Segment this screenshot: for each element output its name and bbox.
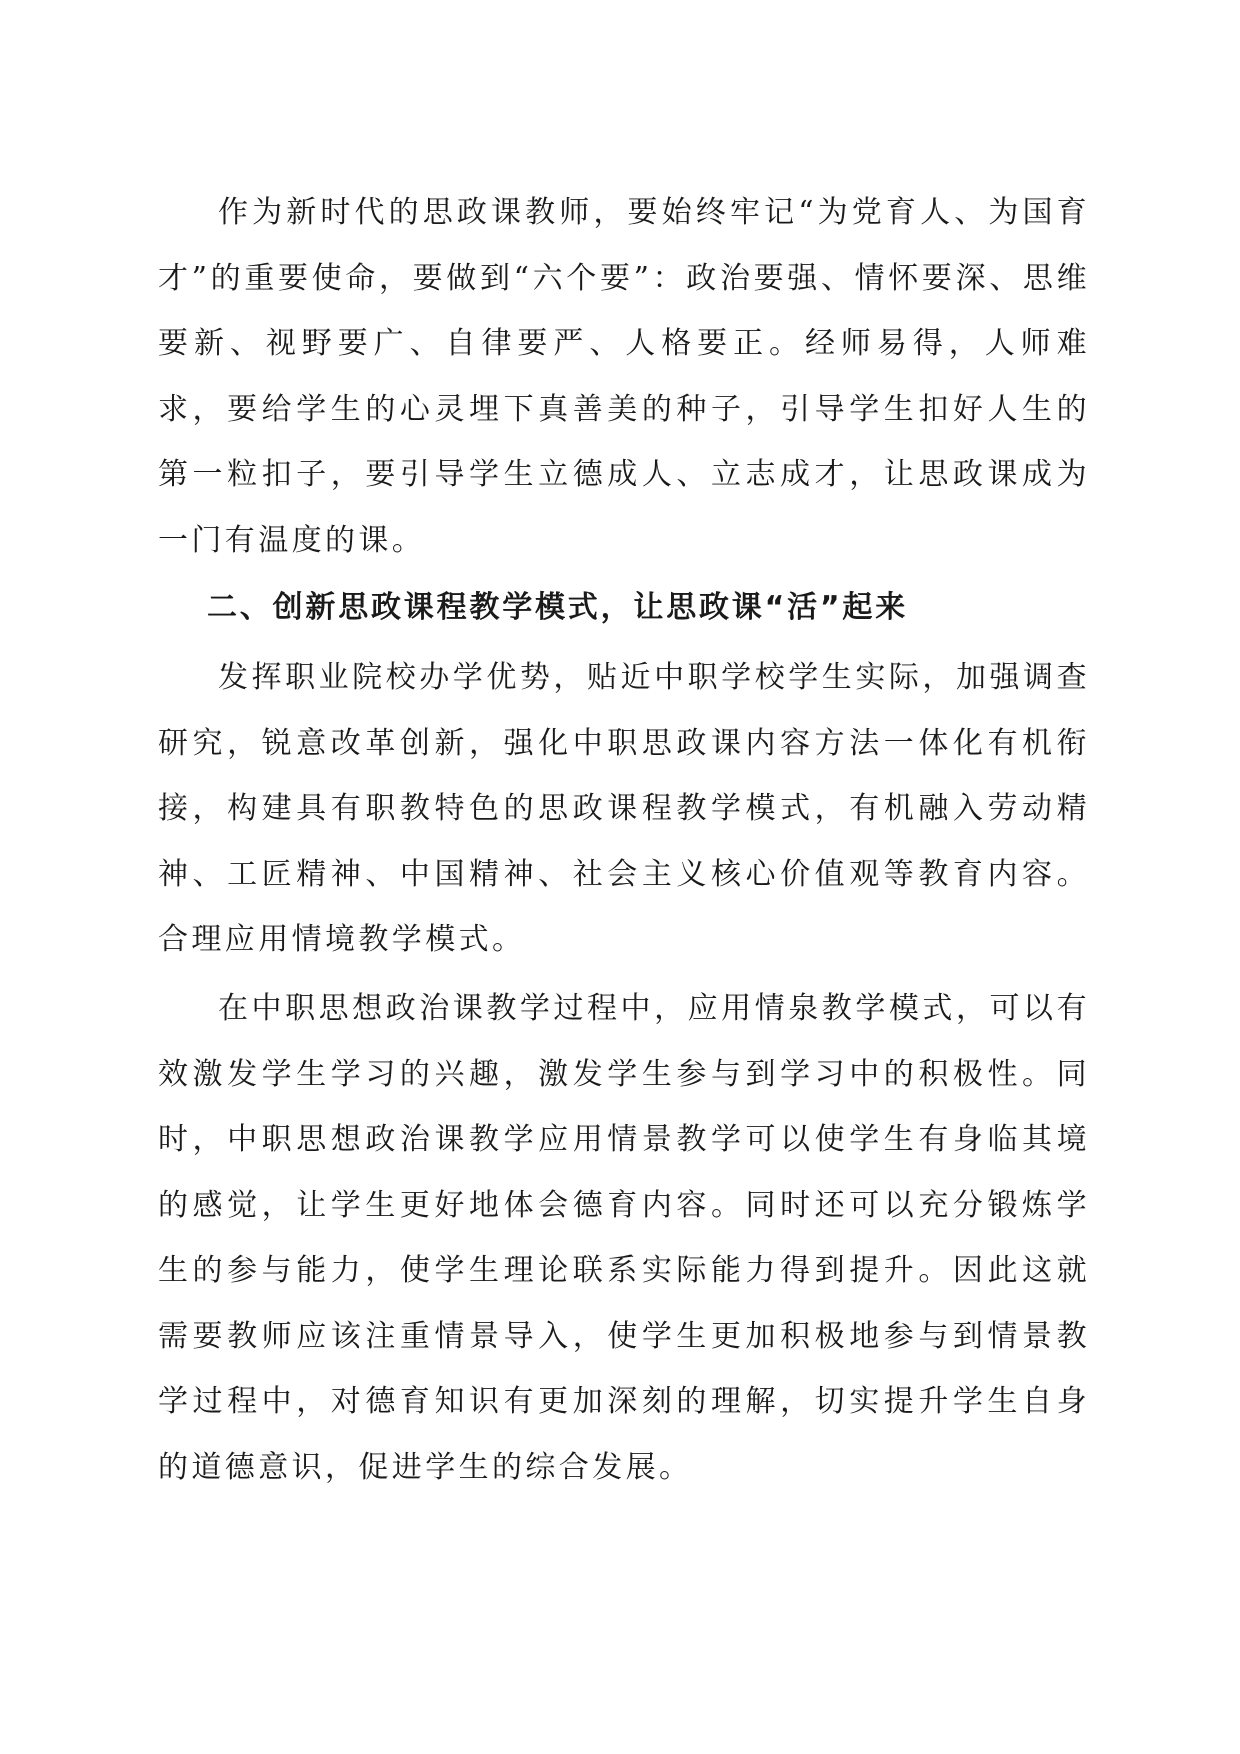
paragraph-teacher-mission: 作为新时代的思政课教师，要始终牢记“为党育人、为国育才”的重要使命，要做到“六个要”：政治要强、情怀要深、思维要新、视野要广、自律要严、人格要正。经师易得，人师难求，要给学生的心灵埋下真善美的种子，引导学生扣好人生的第一粒扣子，要引导学生立德成人、立志成才，让思政课成为一门有温度的课。 xyxy=(158,195,1090,558)
paragraph-teaching-model: 发挥职业院校办学优势，贴近中职学校学生实际，加强调查研究，锐意改革创新，强化中职思政课内容方法一体化有机衔接，构建具有职教特色的思政课程教学模式，有机融入劳动精神、工匠精神、中国精神、社会主义核心价值观等教育内容。合理应用情境教学模式。 xyxy=(158,660,1090,957)
paragraph-situational-teaching: 在中职思想政治课教学过程中，应用情泉教学模式，可以有效激发学生学习的兴趣，激发学生参与到学习中的积极性。同时，中职思想政治课教学应用情景教学可以使学生有身临其境的感觉，让学生更好地体会德育内容。同时还可以充分锻炼学生的参与能力，使学生理论联系实际能力得到提升。因此这就需要教师应该注重情景导入，使学生更加积极地参与到情景教学过程中，对德育知识有更加深刻的理解，切实提升学生自身的道德意识，促进学生的综合发展。 xyxy=(158,991,1090,1485)
section-heading: 二、创新思政课程教学模式，让思政课“活”起来 xyxy=(207,590,909,625)
document-body xyxy=(158,180,1090,1485)
